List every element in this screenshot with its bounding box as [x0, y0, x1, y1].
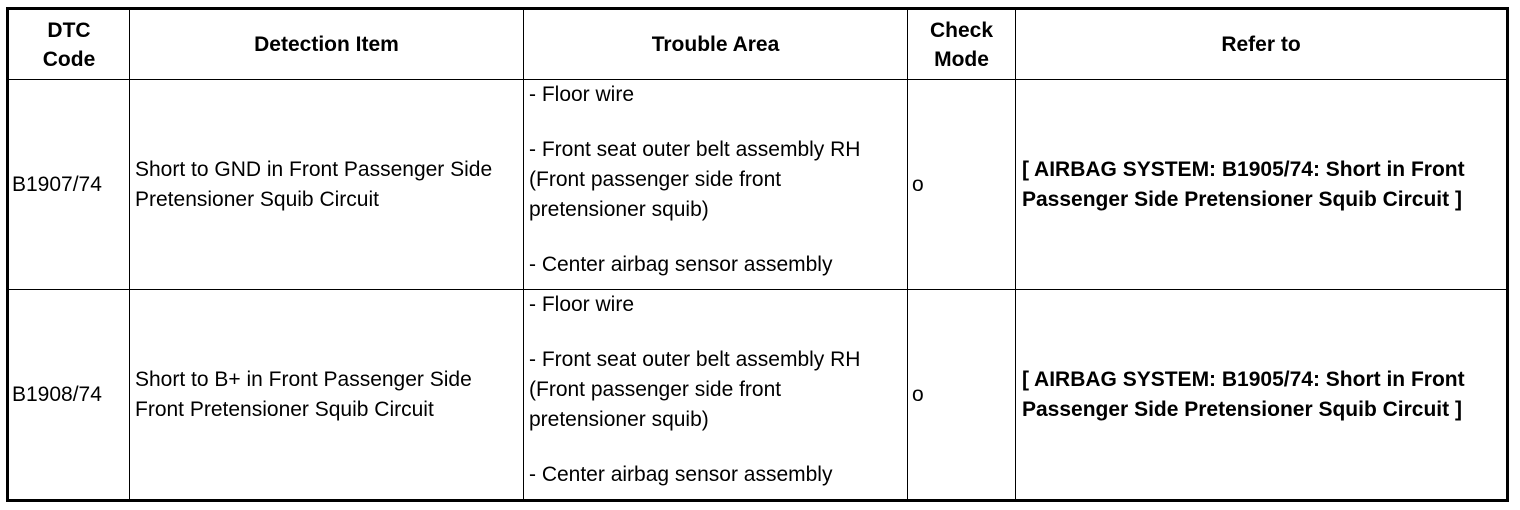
trouble-area-item: - Floor wire	[529, 83, 635, 106]
header-row	[8, 9, 1508, 80]
trouble-area-list	[529, 290, 902, 490]
trouble-area-item: - Center airbag sensor assembly	[529, 253, 833, 276]
dtc-table	[6, 7, 1509, 502]
table-header	[8, 9, 1508, 80]
header-check-mode	[908, 9, 1016, 80]
header-detection-item: Detection Item	[130, 9, 524, 80]
trouble-area-item: - Front seat outer belt assembly RH (Front passenger side front pretensioner squib)	[529, 138, 861, 221]
trouble-area-item: - Center airbag sensor assembly	[529, 463, 833, 486]
table-row	[8, 290, 1508, 501]
detection-item-cell: Short to GND in Front Passenger Side Pretensioner Squib Circuit	[130, 80, 524, 290]
header-dtc-code-line1: DTC	[47, 18, 91, 42]
header-check-mode-line2: Mode	[934, 47, 989, 71]
check-mode-cell: o	[908, 80, 1016, 290]
table-body	[8, 80, 1508, 501]
check-mode-cell: o	[908, 290, 1016, 501]
trouble-area-item: - Floor wire	[529, 293, 635, 316]
header-trouble-area: Trouble Area	[524, 9, 908, 80]
trouble-area-list	[529, 80, 902, 280]
header-check-mode-line1: Check	[929, 18, 994, 42]
trouble-area-cell	[524, 80, 908, 290]
dtc-code-cell: B1908/74	[8, 290, 130, 501]
refer-to-link[interactable]: [ AIRBAG SYSTEM: B1905/74: Short in Front Passenger Side Pretensioner Squib Circuit ]	[1016, 290, 1508, 501]
header-dtc-code	[8, 9, 130, 80]
refer-to-link[interactable]: [ AIRBAG SYSTEM: B1905/74: Short in Front Passenger Side Pretensioner Squib Circuit ]	[1016, 80, 1508, 290]
trouble-area-item: - Front seat outer belt assembly RH (Front passenger side front pretensioner squib)	[529, 348, 861, 431]
trouble-area-cell	[524, 290, 908, 501]
header-dtc-code-line2: Code	[42, 47, 96, 71]
table-row	[8, 80, 1508, 290]
header-refer-to: Refer to	[1016, 9, 1508, 80]
dtc-code-cell: B1907/74	[8, 80, 130, 290]
detection-item-cell: Short to B+ in Front Passenger Side Front Pretensioner Squib Circuit	[130, 290, 524, 501]
